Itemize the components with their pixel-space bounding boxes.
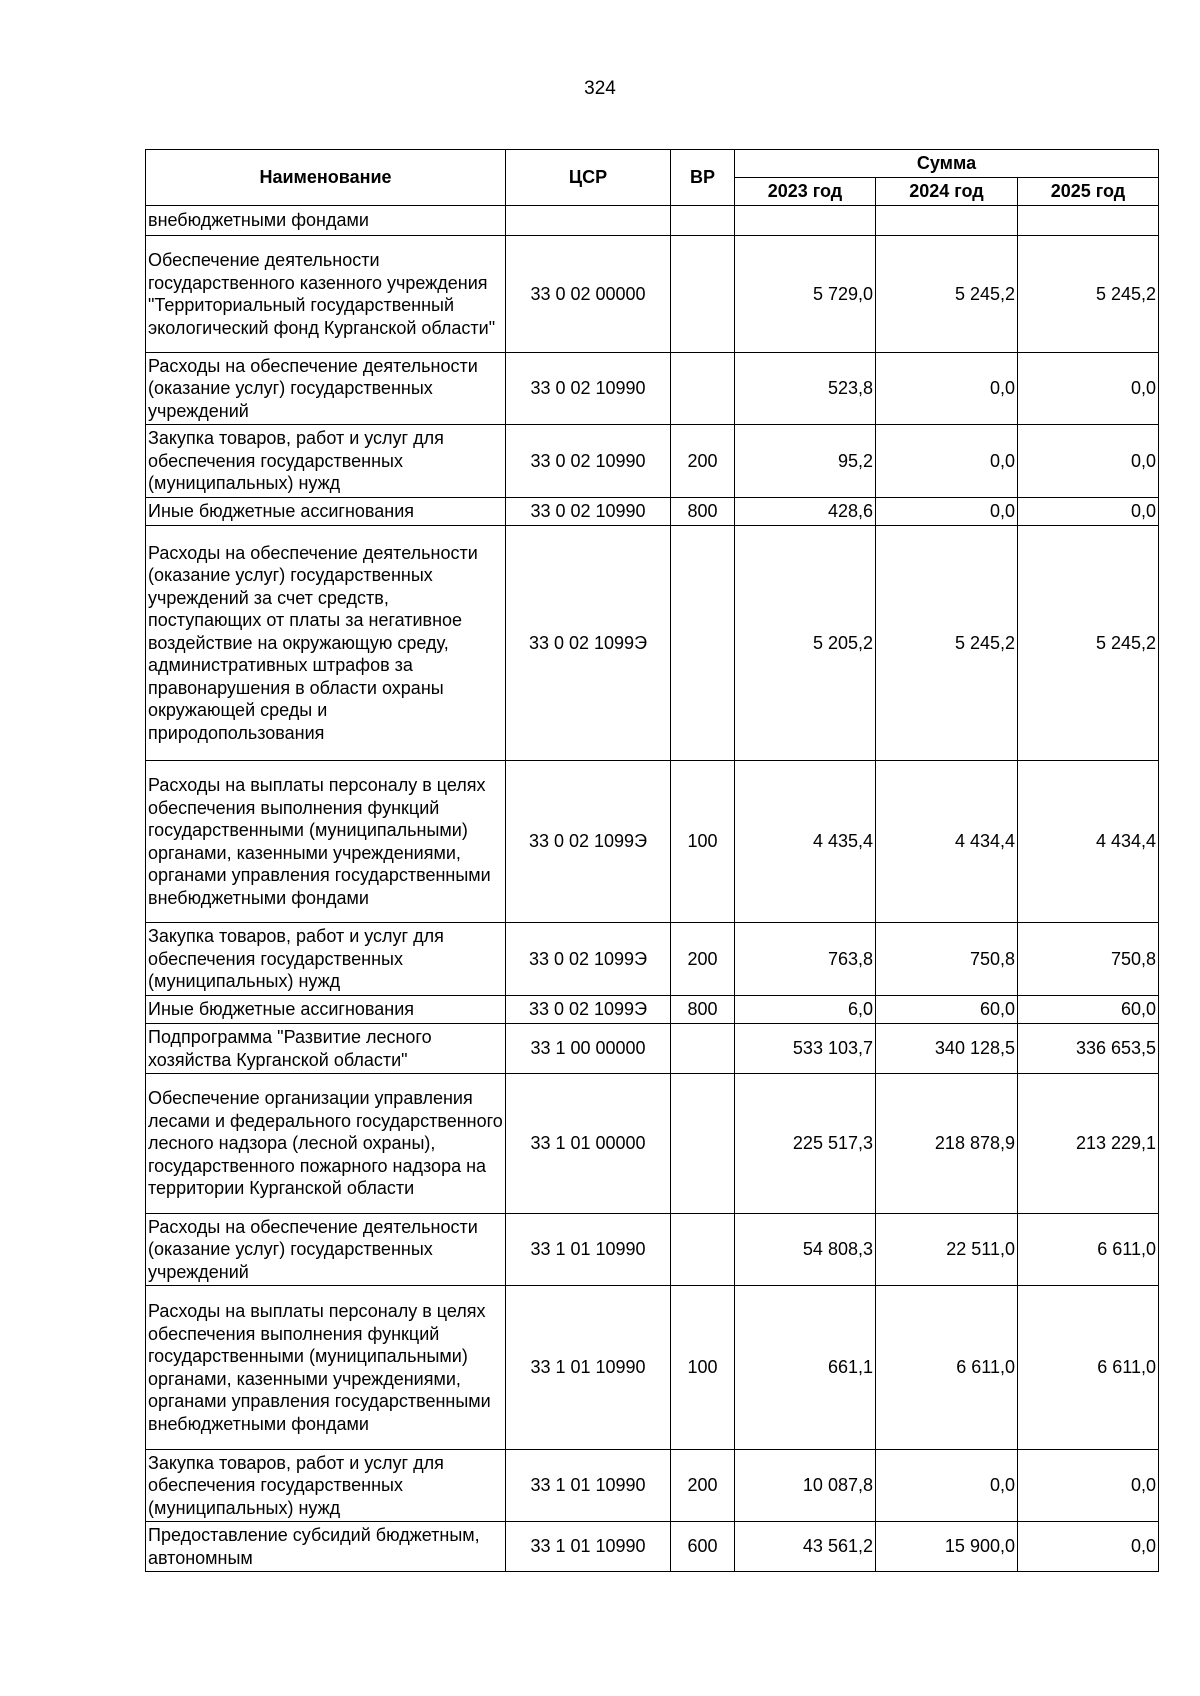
- table-row: [146, 206, 1159, 236]
- row-2023: 5 729,0: [735, 236, 876, 353]
- row-2023: 533 103,7: [735, 1024, 876, 1074]
- row-code: 33 0 02 1099Э: [506, 526, 671, 761]
- row-2025: 336 653,5: [1018, 1024, 1159, 1074]
- row-name: Иные бюджетные ассигнования: [146, 996, 506, 1024]
- row-vr: 200: [671, 1450, 735, 1522]
- table-row: [146, 1214, 1159, 1286]
- row-2024: 340 128,5: [876, 1024, 1018, 1074]
- table-row: [146, 996, 1159, 1024]
- row-name: Закупка товаров, работ и услуг для обеспечения государственных (муниципальных) нужд: [146, 425, 506, 498]
- row-2024: 15 900,0: [876, 1522, 1018, 1572]
- row-code: [506, 206, 671, 236]
- row-2024: 0,0: [876, 498, 1018, 526]
- budget-table: [145, 149, 1159, 1572]
- row-2025: 0,0: [1018, 1450, 1159, 1522]
- row-2025: 750,8: [1018, 923, 1159, 996]
- row-vr: [671, 1074, 735, 1214]
- row-vr: 200: [671, 425, 735, 498]
- row-2024: [876, 206, 1018, 236]
- row-name: Расходы на обеспечение деятельности (оказание услуг) государственных учреждений: [146, 1214, 506, 1286]
- row-name: Расходы на обеспечение деятельности (оказание услуг) государственных учреждений за счет средств, поступающих от платы за негативное воздействие на окружающую среду, административных штрафов за правонарушения в области охраны окружающей среды и природопользования: [146, 526, 506, 761]
- row-2024: 5 245,2: [876, 526, 1018, 761]
- row-vr: 800: [671, 498, 735, 526]
- row-name: Предоставление субсидий бюджетным, автономным: [146, 1522, 506, 1572]
- row-2023: 6,0: [735, 996, 876, 1024]
- row-2024: 4 434,4: [876, 761, 1018, 923]
- row-2024: 5 245,2: [876, 236, 1018, 353]
- row-code: 33 1 01 10990: [506, 1286, 671, 1450]
- table-row: [146, 923, 1159, 996]
- row-2023: 43 561,2: [735, 1522, 876, 1572]
- row-code: 33 0 02 00000: [506, 236, 671, 353]
- header-year-2023: 2023 год: [735, 178, 876, 206]
- row-code: 33 1 01 10990: [506, 1450, 671, 1522]
- table-row: [146, 1286, 1159, 1450]
- row-2024: 0,0: [876, 425, 1018, 498]
- row-name: Расходы на обеспечение деятельности (оказание услуг) государственных учреждений: [146, 353, 506, 425]
- row-2025: 213 229,1: [1018, 1074, 1159, 1214]
- header-year-2025: 2025 год: [1018, 178, 1159, 206]
- row-code: 33 1 01 10990: [506, 1522, 671, 1572]
- row-name: Закупка товаров, работ и услуг для обеспечения государственных (муниципальных) нужд: [146, 1450, 506, 1522]
- row-name: Обеспечение деятельности государственного казенного учреждения "Территориальный государственный экологический фонд Курганской области": [146, 236, 506, 353]
- row-2025: 4 434,4: [1018, 761, 1159, 923]
- row-2023: 10 087,8: [735, 1450, 876, 1522]
- row-name: Иные бюджетные ассигнования: [146, 498, 506, 526]
- table-row: [146, 1522, 1159, 1572]
- table-row: [146, 353, 1159, 425]
- row-2023: 4 435,4: [735, 761, 876, 923]
- row-2024: 6 611,0: [876, 1286, 1018, 1450]
- row-code: 33 1 01 10990: [506, 1214, 671, 1286]
- row-2025: 6 611,0: [1018, 1214, 1159, 1286]
- row-2024: 0,0: [876, 1450, 1018, 1522]
- row-2023: 54 808,3: [735, 1214, 876, 1286]
- row-2023: 5 205,2: [735, 526, 876, 761]
- row-2023: 428,6: [735, 498, 876, 526]
- row-vr: [671, 1024, 735, 1074]
- row-vr: 100: [671, 761, 735, 923]
- row-2023: [735, 206, 876, 236]
- row-2025: 0,0: [1018, 498, 1159, 526]
- row-vr: [671, 236, 735, 353]
- header-vr: ВР: [671, 150, 735, 206]
- table-row: [146, 425, 1159, 498]
- row-code: 33 0 02 10990: [506, 425, 671, 498]
- header-name: Наименование: [146, 150, 506, 206]
- row-name: Расходы на выплаты персоналу в целях обеспечения выполнения функций государственными (муниципальными) органами, казенными учреждениями, органами управления государственными внебюджетными фондами: [146, 1286, 506, 1450]
- header-sum: Сумма: [735, 150, 1159, 178]
- row-2024: 22 511,0: [876, 1214, 1018, 1286]
- row-code: 33 0 02 1099Э: [506, 923, 671, 996]
- row-2025: 0,0: [1018, 1522, 1159, 1572]
- row-2023: 763,8: [735, 923, 876, 996]
- row-2025: [1018, 206, 1159, 236]
- table-row: [146, 1450, 1159, 1522]
- row-2023: 523,8: [735, 353, 876, 425]
- row-2025: 0,0: [1018, 353, 1159, 425]
- row-2025: 0,0: [1018, 425, 1159, 498]
- row-2023: 661,1: [735, 1286, 876, 1450]
- page-number: 324: [584, 78, 616, 99]
- header-year-2024: 2024 год: [876, 178, 1018, 206]
- row-2024: 750,8: [876, 923, 1018, 996]
- row-vr: 200: [671, 923, 735, 996]
- row-code: 33 0 02 10990: [506, 498, 671, 526]
- header-code: ЦСР: [506, 150, 671, 206]
- row-name: Подпрограмма "Развитие лесного хозяйства Курганской области": [146, 1024, 506, 1074]
- row-vr: [671, 206, 735, 236]
- table-row: [146, 761, 1159, 923]
- row-name: Обеспечение организации управления лесами и федерального государственного лесного надзора (лесной охраны), государственного пожарного надзора на территории Курганской области: [146, 1074, 506, 1214]
- row-2024: 0,0: [876, 353, 1018, 425]
- table-row: [146, 236, 1159, 353]
- row-2024: 60,0: [876, 996, 1018, 1024]
- row-2025: 5 245,2: [1018, 236, 1159, 353]
- row-vr: [671, 526, 735, 761]
- table-row: [146, 1024, 1159, 1074]
- row-name: Закупка товаров, работ и услуг для обеспечения государственных (муниципальных) нужд: [146, 923, 506, 996]
- row-name: Расходы на выплаты персоналу в целях обеспечения выполнения функций государственными (муниципальными) органами, казенными учреждениями, органами управления государственными внебюджетными фондами: [146, 761, 506, 923]
- row-2024: 218 878,9: [876, 1074, 1018, 1214]
- row-vr: 100: [671, 1286, 735, 1450]
- row-vr: [671, 353, 735, 425]
- row-2025: 60,0: [1018, 996, 1159, 1024]
- row-name: внебюджетными фондами: [146, 206, 506, 236]
- row-2025: 6 611,0: [1018, 1286, 1159, 1450]
- row-vr: 600: [671, 1522, 735, 1572]
- table-row: [146, 498, 1159, 526]
- row-code: 33 0 02 1099Э: [506, 996, 671, 1024]
- row-vr: [671, 1214, 735, 1286]
- row-code: 33 1 01 00000: [506, 1074, 671, 1214]
- row-2023: 225 517,3: [735, 1074, 876, 1214]
- row-vr: 800: [671, 996, 735, 1024]
- table-row: [146, 1074, 1159, 1214]
- row-2025: 5 245,2: [1018, 526, 1159, 761]
- row-code: 33 1 00 00000: [506, 1024, 671, 1074]
- row-2023: 95,2: [735, 425, 876, 498]
- row-code: 33 0 02 1099Э: [506, 761, 671, 923]
- row-code: 33 0 02 10990: [506, 353, 671, 425]
- table-row: [146, 526, 1159, 761]
